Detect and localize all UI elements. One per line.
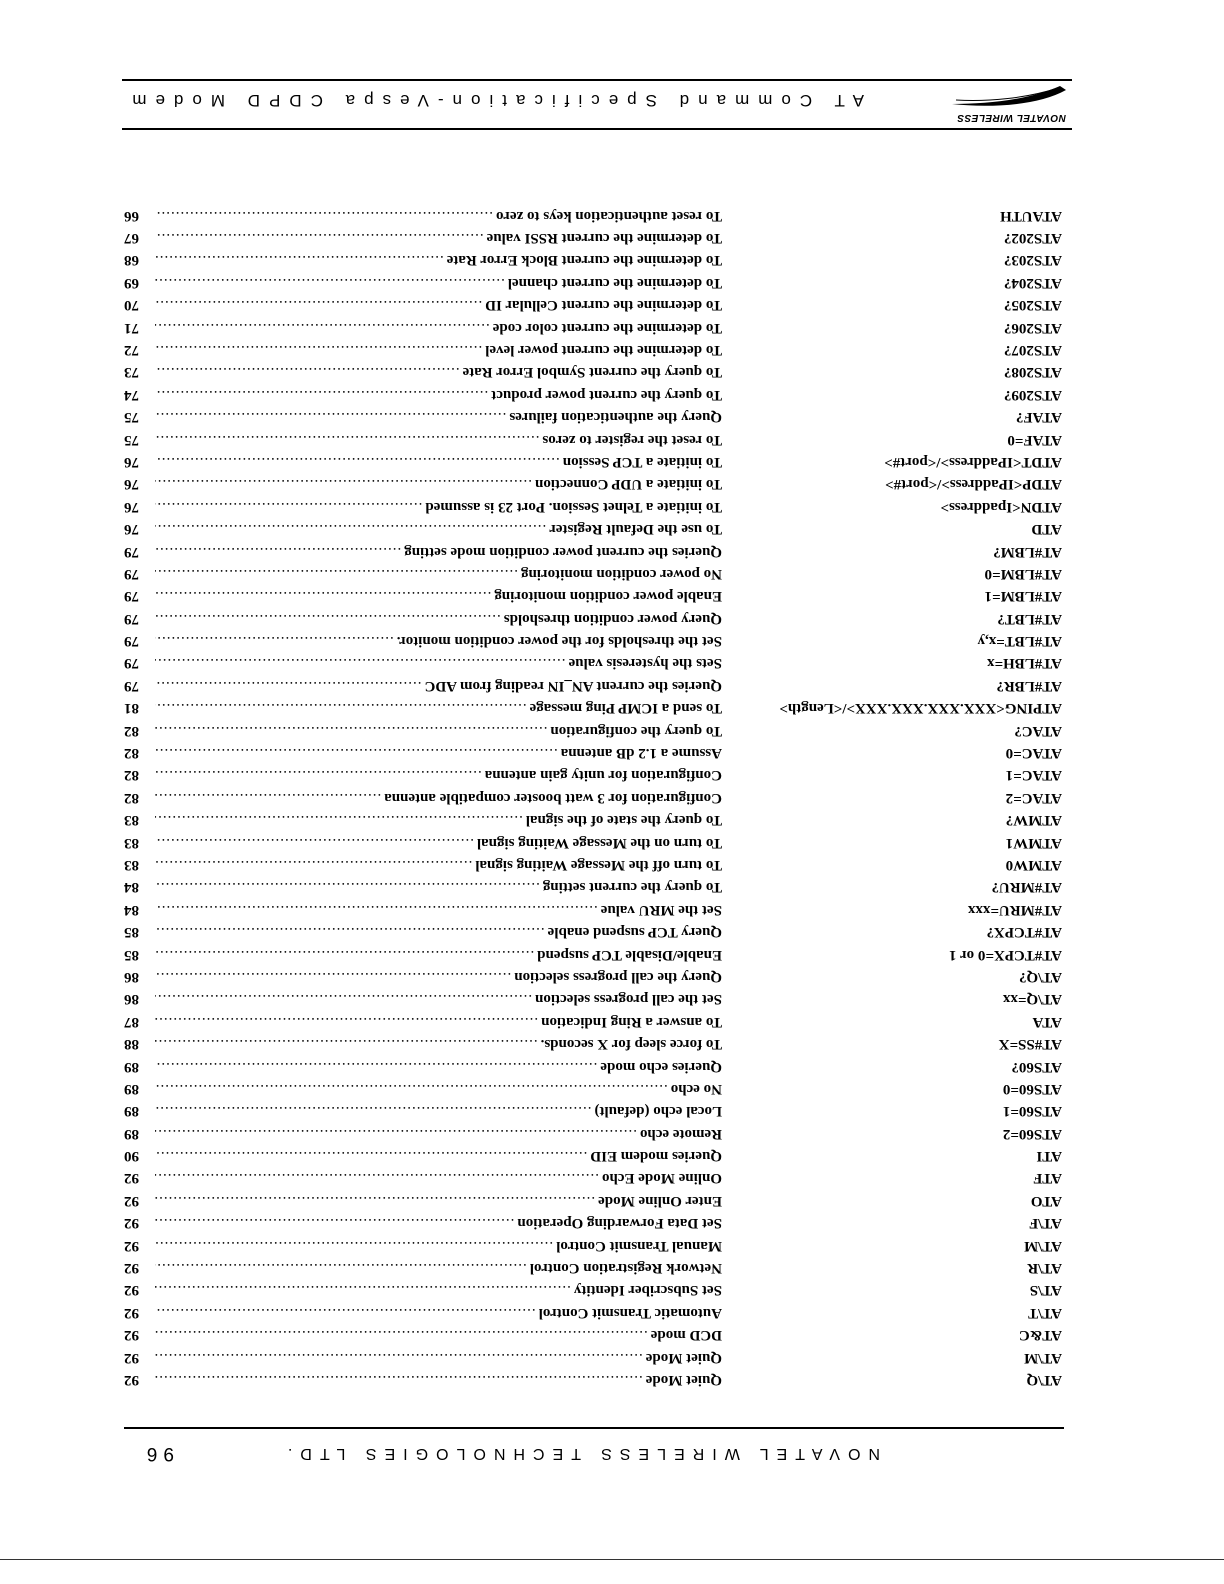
command-description: To answer a Ring Indication <box>541 1013 722 1030</box>
dot-leader <box>155 453 560 470</box>
command-name: ATS208? <box>1003 364 1062 381</box>
dot-leader <box>155 431 539 448</box>
command-description: Network Registration Control <box>529 1260 722 1277</box>
page-reference: 83 <box>124 834 139 851</box>
dot-leader <box>155 1169 599 1186</box>
command-description: To query the current setting <box>542 879 722 896</box>
command-description: To turn on the Message Waiting signal <box>476 834 722 851</box>
page-reference: 90 <box>124 1148 139 1165</box>
index-row <box>124 783 1062 805</box>
dot-leader <box>155 722 547 739</box>
page-reference: 92 <box>124 1237 139 1254</box>
index-row <box>124 627 1062 649</box>
dot-leader <box>155 1058 597 1075</box>
page-reference: 85 <box>124 946 139 963</box>
command-name: ATDT<IPaddress>/<port#> <box>884 453 1062 470</box>
page-reference: 92 <box>124 1349 139 1366</box>
page-reference: 92 <box>124 1372 139 1388</box>
dot-leader <box>155 319 490 336</box>
page-reference: 75 <box>124 431 139 448</box>
command-name: AT\M <box>1023 1237 1062 1254</box>
command-name: ATAC=1 <box>1005 767 1062 784</box>
page-reference: 79 <box>124 610 139 627</box>
index-row <box>124 246 1062 268</box>
command-name: AT#SS=X <box>998 1036 1062 1053</box>
dot-leader <box>155 475 532 492</box>
dot-leader <box>155 207 493 224</box>
command-description: Enable power condition monitoring <box>494 588 722 605</box>
page-reference: 92 <box>124 1170 139 1187</box>
index-row <box>124 403 1062 425</box>
dot-leader <box>155 766 482 783</box>
page-reference: 88 <box>124 1036 139 1053</box>
command-description: Enter Online Mode <box>598 1192 722 1209</box>
index-row <box>124 492 1062 514</box>
index-row <box>124 1276 1062 1298</box>
command-name: AT\S <box>1029 1282 1062 1299</box>
command-description: To query the configuration <box>550 722 722 739</box>
page-reference: 68 <box>124 252 139 269</box>
command-description: Set the call progress selection <box>535 991 722 1008</box>
command-description: Local echo (default) <box>594 1103 722 1120</box>
dot-leader <box>155 498 422 515</box>
command-description: Queries the current power condition mode setting <box>404 543 722 560</box>
dot-leader <box>155 1304 536 1321</box>
page-reference: 79 <box>124 677 139 694</box>
command-description: To query the current power product <box>491 386 722 403</box>
page-reference: 79 <box>124 588 139 605</box>
command-description: To reset authentication keys to zero <box>496 207 722 224</box>
dot-leader <box>155 408 506 425</box>
command-name: AT#LBT? <box>997 610 1062 627</box>
page-reference: 79 <box>124 565 139 582</box>
index-row <box>124 873 1062 895</box>
command-name: AT#LBM? <box>993 543 1062 560</box>
index-row <box>124 1119 1062 1141</box>
command-description: Assume a 1.2 dB antenna <box>560 745 722 762</box>
page-reference: 79 <box>124 543 139 560</box>
command-name: ATS205? <box>1003 297 1062 314</box>
command-name: AT#TCPX? <box>986 924 1062 941</box>
index-row <box>124 985 1062 1007</box>
dot-leader <box>155 1371 643 1388</box>
page-reference: 82 <box>124 767 139 784</box>
command-name: ATAUTH <box>1000 207 1062 224</box>
page-reference: 92 <box>124 1260 139 1277</box>
command-description: Queries modem EID <box>590 1148 722 1165</box>
command-description: Query the call progress selection <box>514 968 722 985</box>
command-name: AT#MRU=xxx <box>967 901 1062 918</box>
command-name: ATAC=0 <box>1005 745 1062 762</box>
page-reference: 71 <box>124 319 139 336</box>
command-description: Manual Transmit Control <box>556 1237 722 1254</box>
command-description: To determine the current Block Error Rate <box>446 252 722 269</box>
command-name: AT#LBM=0 <box>984 565 1062 582</box>
command-name: AT#TCPX=0 or 1 <box>949 946 1062 963</box>
command-description: No echo <box>670 1080 722 1097</box>
page-reference: 82 <box>124 745 139 762</box>
command-name: ATS206? <box>1003 319 1062 336</box>
index-row <box>124 1366 1062 1388</box>
dot-leader <box>155 229 484 246</box>
command-description: To query the current Symbol Error Rate <box>462 364 722 381</box>
command-name: AT#LBH=x <box>987 655 1062 672</box>
command-description: Query power condition thresholds <box>503 610 722 627</box>
index-row <box>124 1321 1062 1343</box>
header-rule-top <box>122 128 1072 130</box>
index-row <box>124 470 1062 492</box>
index-row <box>124 694 1062 716</box>
page-reference: 82 <box>124 789 139 806</box>
index-row <box>124 895 1062 917</box>
command-name: AT#MRU? <box>991 879 1062 896</box>
index-list <box>124 201 1062 1388</box>
dot-leader <box>155 655 566 672</box>
command-description: Enable/Disable TCP suspend <box>537 946 722 963</box>
page-reference: 83 <box>124 812 139 829</box>
command-name: ATAF? <box>1015 409 1062 426</box>
command-description: Queries echo mode <box>600 1058 722 1075</box>
dot-leader <box>155 878 540 895</box>
company-logo <box>948 82 1068 124</box>
command-description: Set Data Forwarding Operation <box>517 1215 722 1232</box>
dot-leader <box>155 543 401 560</box>
index-row <box>124 1231 1062 1253</box>
index-row <box>124 851 1062 873</box>
command-description: DCD mode <box>650 1327 722 1344</box>
dot-leader <box>155 946 534 963</box>
index-row <box>124 649 1062 671</box>
index-row <box>124 806 1062 828</box>
index-row <box>124 515 1062 537</box>
command-name: AT\R <box>1027 1260 1062 1277</box>
dot-leader <box>155 968 511 985</box>
dot-leader <box>155 1349 643 1366</box>
command-description: To turn off the Message Waiting signal <box>475 857 722 874</box>
page-reference: 87 <box>124 1013 139 1030</box>
index-row <box>124 582 1062 604</box>
index-row <box>124 537 1062 559</box>
dot-leader <box>155 856 472 873</box>
command-name: AT&C <box>1018 1327 1062 1344</box>
command-name: ATAC=2 <box>1005 789 1062 806</box>
dot-leader <box>155 274 505 291</box>
page-reference: 89 <box>124 1058 139 1075</box>
command-description: No power condition monitoring <box>521 565 722 582</box>
dot-leader <box>155 565 518 582</box>
index-row <box>124 739 1062 761</box>
dot-leader <box>155 1281 571 1298</box>
page-reference: 73 <box>124 364 139 381</box>
command-name: AT\Q <box>1026 1372 1062 1388</box>
index-row <box>124 604 1062 626</box>
command-name: ATMW1 <box>1005 834 1062 851</box>
command-description: Configuration for unity gain antenna <box>484 767 722 784</box>
dot-leader <box>155 990 532 1007</box>
dot-leader <box>155 699 527 716</box>
dot-leader <box>155 811 523 828</box>
command-name: ATDP<IPaddress>/<port#> <box>885 476 1062 493</box>
index-row <box>124 761 1062 783</box>
index-row <box>124 918 1062 940</box>
page-reference: 89 <box>124 1103 139 1120</box>
page-reference: 89 <box>124 1080 139 1097</box>
page-reference: 86 <box>124 968 139 985</box>
command-name: ATS60=2 <box>1002 1125 1062 1142</box>
dot-leader <box>155 1214 514 1231</box>
page-reference: 76 <box>124 453 139 470</box>
command-name: ATI <box>1036 1148 1062 1165</box>
command-description: To initiate a Telnet Session. Port 23 is assumed <box>425 498 722 515</box>
page-reference: 79 <box>124 633 139 650</box>
index-row <box>124 268 1062 290</box>
page-reference: 76 <box>124 498 139 515</box>
dot-leader <box>155 610 501 627</box>
command-name: AT\Q=xx <box>1002 991 1062 1008</box>
command-description: To initiate a TCP Session <box>562 453 722 470</box>
logo-wordmark: NOVATEL WIRELESS <box>956 112 1066 123</box>
command-name: ATS204? <box>1003 274 1062 291</box>
index-row <box>124 1030 1062 1052</box>
page-reference: 79 <box>124 655 139 672</box>
page-number: 96 <box>140 1443 174 1464</box>
command-name: AT#LBR? <box>996 677 1062 694</box>
index-row <box>124 380 1062 402</box>
page-reference: 74 <box>124 386 139 403</box>
index-row <box>124 224 1062 246</box>
dot-leader <box>155 1147 587 1164</box>
command-description: To determine the current channel <box>507 274 722 291</box>
dot-leader <box>155 1013 538 1030</box>
command-name: ATAF=0 <box>1007 431 1062 448</box>
dot-leader <box>155 296 482 313</box>
dot-leader <box>155 1326 648 1343</box>
command-description: Set the thresholds for the power condition monitor. <box>396 633 722 650</box>
index-row <box>124 1186 1062 1208</box>
index-row <box>124 1254 1062 1276</box>
dot-leader <box>155 341 482 358</box>
command-name: ATF <box>1033 1170 1062 1187</box>
index-row <box>124 313 1062 335</box>
command-name: ATS207? <box>1003 342 1062 359</box>
command-name: AT\F <box>1028 1215 1062 1232</box>
index-row <box>124 201 1062 223</box>
dot-leader <box>155 1237 553 1254</box>
page-reference: 72 <box>124 342 139 359</box>
index-row <box>124 1209 1062 1231</box>
command-description: Queries the current AN_IN reading from ADC <box>424 677 722 694</box>
page-reference: 86 <box>124 991 139 1008</box>
command-description: Quiet Mode <box>645 1372 722 1388</box>
command-description: To force sleep for X seconds. <box>540 1036 722 1053</box>
command-description: To reset the register to zeros <box>542 431 722 448</box>
command-description: Automatic Transmit Control <box>538 1304 722 1321</box>
header-title: AT Command Specification-Vespa CDPD Modem <box>123 91 864 110</box>
command-description: Query the authentication failures <box>509 409 722 426</box>
index-row <box>124 358 1062 380</box>
page-reference: 92 <box>124 1282 139 1299</box>
dot-leader <box>155 1035 538 1052</box>
page-reference: 83 <box>124 857 139 874</box>
index-row <box>124 716 1062 738</box>
command-description: To determine the current Cellular ID <box>485 297 722 314</box>
command-description: To send a ICMP Ping message <box>529 700 722 717</box>
command-name: ATS60=0 <box>1002 1080 1062 1097</box>
command-name: ATMW? <box>1005 812 1062 829</box>
command-description: Online Mode Echo <box>601 1170 722 1187</box>
index-row <box>124 1164 1062 1186</box>
command-name: ATMW0 <box>1005 857 1062 874</box>
page-reference: 66 <box>124 207 139 224</box>
command-description: To determine the current color code <box>492 319 722 336</box>
command-description: Sets the hysteresis value <box>568 655 722 672</box>
page-reference: 81 <box>124 700 139 717</box>
command-description: Set Subscriber Identity <box>573 1282 722 1299</box>
index-row <box>124 1298 1062 1320</box>
dot-leader <box>155 1102 592 1119</box>
command-description: To use the Default Register <box>549 521 722 538</box>
page-reference: 84 <box>124 901 139 918</box>
page-reference: 92 <box>124 1215 139 1232</box>
index-row <box>124 828 1062 850</box>
index-row <box>124 1052 1062 1074</box>
command-name: AT#LBT=x,y <box>977 633 1062 650</box>
index-row <box>124 1097 1062 1119</box>
command-name: AT\Q? <box>1018 968 1062 985</box>
dot-leader <box>155 834 474 851</box>
page-reference: 67 <box>124 230 139 247</box>
header-rule-bottom <box>122 79 1072 81</box>
command-description: Query TCP suspend enable <box>547 924 722 941</box>
index-row <box>124 448 1062 470</box>
dot-leader <box>155 1192 595 1209</box>
page-reference: 76 <box>124 521 139 538</box>
dot-leader <box>155 744 558 761</box>
command-name: AT\M <box>1023 1349 1062 1366</box>
command-description: Configuration for 3 watt booster compatible antenna <box>384 789 722 806</box>
command-name: ATS209? <box>1003 386 1062 403</box>
command-description: To determine the current RSSI value <box>486 230 722 247</box>
dot-leader <box>155 520 546 537</box>
page-reference: 92 <box>124 1327 139 1344</box>
index-row <box>124 560 1062 582</box>
page-reference: 92 <box>124 1304 139 1321</box>
index-row <box>124 1075 1062 1097</box>
command-name: ATD <box>1031 521 1062 538</box>
command-name: ATAC? <box>1014 722 1062 739</box>
dot-leader <box>155 386 488 403</box>
page-reference: 84 <box>124 879 139 896</box>
index-row <box>124 1142 1062 1164</box>
command-name: ATS60=1 <box>1002 1103 1062 1120</box>
page-reference: 76 <box>124 476 139 493</box>
command-description: Set the MRU value <box>600 901 722 918</box>
command-name: ATDN<Ipaddress> <box>940 498 1062 515</box>
dot-leader <box>155 251 444 268</box>
page-reference: 75 <box>124 409 139 426</box>
index-row <box>124 940 1062 962</box>
page-reference: 92 <box>124 1192 139 1209</box>
index-row <box>124 1007 1062 1029</box>
dot-leader <box>155 923 545 940</box>
dot-leader <box>155 632 394 649</box>
page-reference: 89 <box>124 1125 139 1142</box>
page-reference: 82 <box>124 722 139 739</box>
index-row <box>124 672 1062 694</box>
page-reference: 85 <box>124 924 139 941</box>
index-row <box>124 336 1062 358</box>
dot-leader <box>155 901 598 918</box>
logo-swoosh-icon <box>950 84 1068 110</box>
index-row <box>124 291 1062 313</box>
command-description: Quiet Mode <box>645 1349 722 1366</box>
footer-company: NOVATEL WIRELESS TECHNOLOGIES LTD. <box>279 1445 880 1462</box>
command-name: ATS202? <box>1003 230 1062 247</box>
command-description: To determine the current power level <box>485 342 722 359</box>
command-name: ATO <box>1030 1192 1062 1209</box>
dot-leader <box>155 1259 527 1276</box>
index-row <box>124 1343 1062 1365</box>
command-name: AT#LBM=1 <box>984 588 1062 605</box>
command-description: To initiate a UDP Connection <box>535 476 722 493</box>
page-reference: 70 <box>124 297 139 314</box>
scan-edge-line <box>0 1559 1224 1560</box>
dot-leader <box>155 1080 668 1097</box>
footer-rule <box>124 1427 1064 1429</box>
dot-leader <box>155 789 381 806</box>
command-name: ATA <box>1032 1013 1062 1030</box>
index-row <box>124 425 1062 447</box>
dot-leader <box>155 363 460 380</box>
dot-leader <box>155 587 491 604</box>
command-name: ATPING<XXX.XXX.XXX.XXX>/<Length> <box>779 700 1062 717</box>
dot-leader <box>155 677 422 694</box>
index-row <box>124 963 1062 985</box>
page-reference: 69 <box>124 274 139 291</box>
dot-leader <box>155 1125 637 1142</box>
command-name: AT\T <box>1028 1304 1062 1321</box>
command-description: Remote echo <box>639 1125 722 1142</box>
command-description: To query the state of the signal <box>525 812 722 829</box>
command-name: ATS60? <box>1011 1058 1062 1075</box>
command-name: ATS203? <box>1003 252 1062 269</box>
